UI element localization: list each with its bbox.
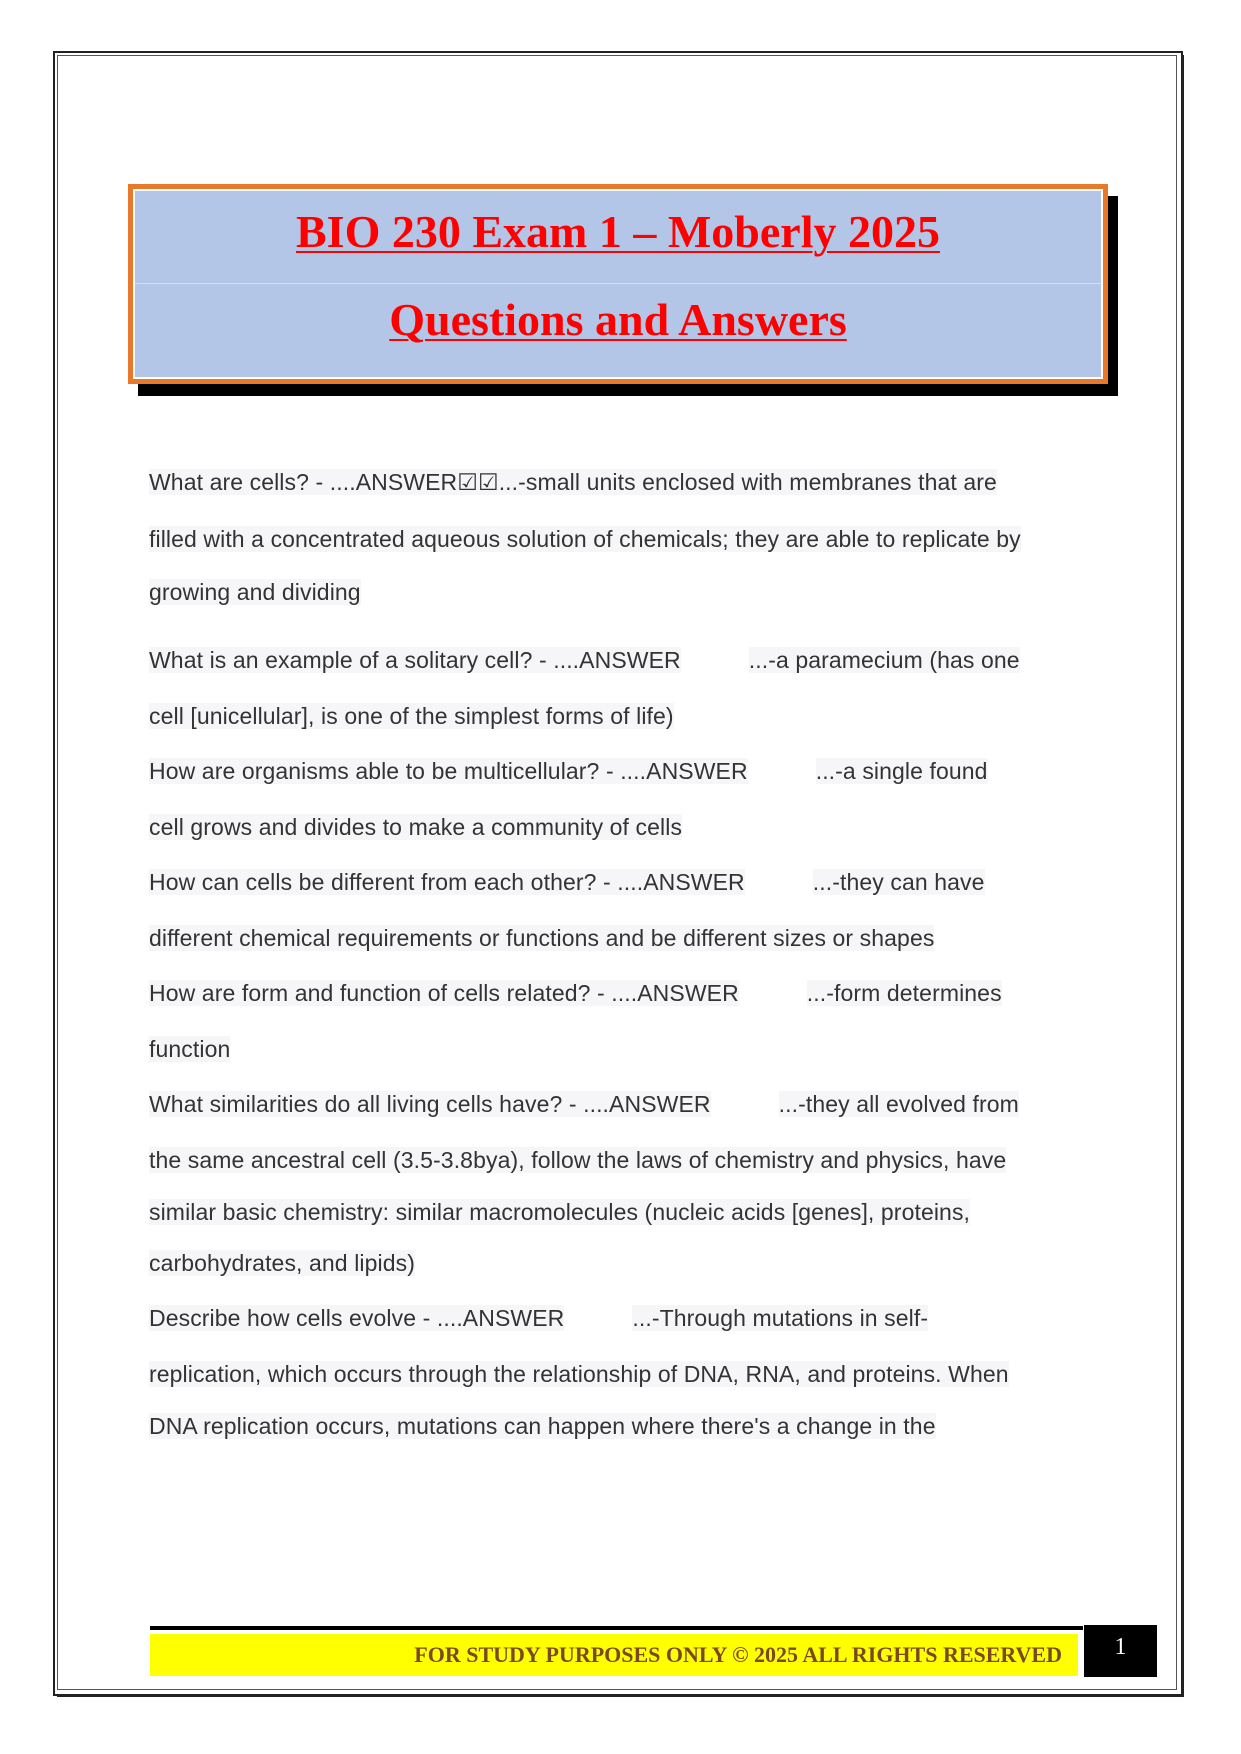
title-box-inner	[133, 189, 1103, 379]
qa-line: What are cells? - ....ANSWER☑☑...-small units enclosed with membranes that are	[149, 469, 997, 495]
qa-line: replication, which occurs through the relationship of DNA, RNA, and proteins. When	[149, 1361, 1009, 1387]
title-divider	[135, 283, 1101, 284]
qa-question: How are form and function of cells related? - ....ANSWER ...-form determines	[149, 980, 1002, 1006]
qa-question: What is an example of a solitary cell? - ....ANSWER ...-a paramecium (has one	[149, 647, 1020, 673]
qa-line: different chemical requirements or functions and be different sizes or shapes	[149, 925, 935, 951]
qa-line: function	[149, 1036, 231, 1062]
qa-question: How are organisms able to be multicellular? - ....ANSWER ...-a single found	[149, 758, 988, 784]
qa-question: Describe how cells evolve - ....ANSWER ...-Through mutations in self-	[149, 1305, 929, 1331]
footer-notice: FOR STUDY PURPOSES ONLY © 2025 ALL RIGHTS RESERVED	[414, 1642, 1062, 1667]
qa-question: What similarities do all living cells have? - ....ANSWER ...-they all evolved from	[149, 1091, 1019, 1117]
page-border-shadow	[1181, 55, 1184, 1696]
qa-line: carbohydrates, and lipids)	[149, 1250, 415, 1276]
page-border-shadow	[57, 1694, 1184, 1697]
footer-rule	[150, 1626, 1083, 1630]
qa-line: DNA replication occurs, mutations can happen where there's a change in the	[149, 1413, 936, 1439]
document-subtitle: Questions and Answers	[389, 294, 847, 345]
qa-line: the same ancestral cell (3.5-3.8bya), follow the laws of chemistry and physics, have	[149, 1147, 1007, 1173]
qa-line: similar basic chemistry: similar macromolecules (nucleic acids [genes], proteins,	[149, 1199, 971, 1225]
qa-line: cell grows and divides to make a community of cells	[149, 814, 683, 840]
title-box	[128, 184, 1108, 384]
qa-question: How can cells be different from each other? - ....ANSWER ...-they can have	[149, 869, 985, 895]
document-title: BIO 230 Exam 1 – Moberly 2025	[296, 206, 940, 257]
qa-line: filled with a concentrated aqueous solution of chemicals; they are able to replicate by	[149, 526, 1021, 552]
qa-line: cell [unicellular], is one of the simplest forms of life)	[149, 703, 674, 729]
qa-line: growing and dividing	[149, 579, 361, 605]
footer-bar	[150, 1634, 1078, 1676]
page-number: 1	[1084, 1625, 1157, 1677]
